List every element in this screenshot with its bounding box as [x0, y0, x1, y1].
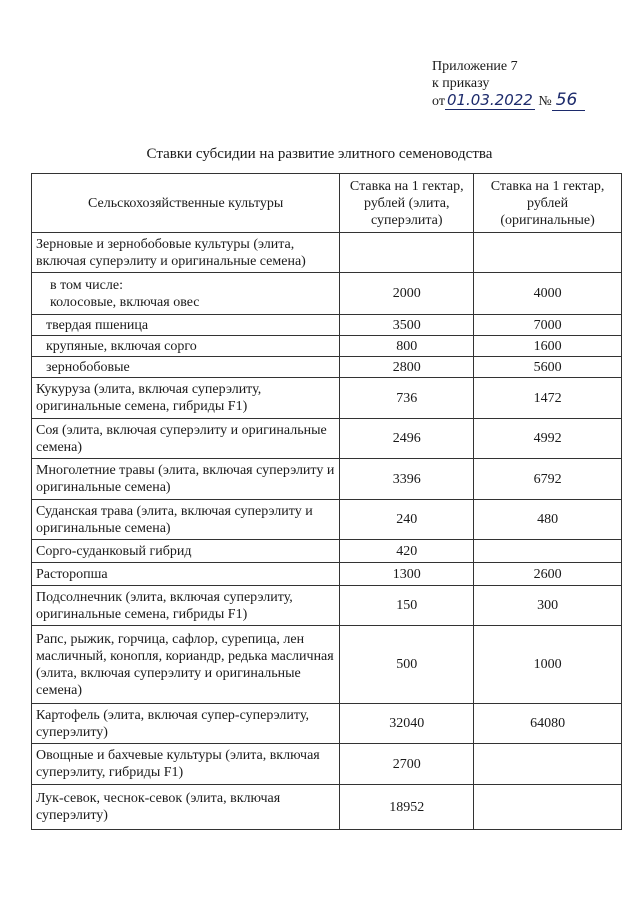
crop-name: Рапс, рыжик, горчица, сафлор, сурепица, лен масличный, конопля, кориандр, редька масличная (элита, включая суперэлиту и оригинальные семена): [32, 626, 340, 704]
elite-rate: 500: [340, 626, 474, 704]
crop-name: Кукуруза (элита, включая суперэлиту, оригинальные семена, гибриды F1): [32, 378, 340, 419]
elite-rate: 18952: [340, 785, 474, 830]
order-date-line: [432, 92, 585, 110]
crop-name-cell: [32, 273, 340, 315]
column-header-original-rate: Ставка на 1 гектар, рублей (оригинальные): [474, 174, 622, 233]
original-rate: 7000: [474, 315, 622, 336]
order-date: 01.03.2022: [446, 91, 533, 109]
original-rate: 4000: [474, 273, 622, 315]
crop-subgroup-intro: в том числе:: [50, 277, 123, 293]
original-rate: 1000: [474, 626, 622, 704]
table-row: [32, 500, 622, 540]
elite-rate: 2700: [340, 744, 474, 785]
table-row: [32, 459, 622, 500]
number-label: №: [538, 94, 552, 109]
page-title: Ставки субсидии на развитие элитного семеноводства: [146, 146, 493, 162]
crop-name: крупяные, включая сорго: [32, 336, 340, 357]
table-row: [32, 336, 622, 357]
original-rate: 5600: [474, 357, 622, 378]
original-rate: 6792: [474, 459, 622, 500]
crop-name: Расторопша: [32, 563, 340, 586]
table-row: [32, 586, 622, 626]
table-row: [32, 563, 622, 586]
crop-name: Многолетние травы (элита, включая суперэлиту и оригинальные семена): [32, 459, 340, 500]
column-header-crop: Сельскохозяйственные культуры: [32, 174, 340, 233]
original-rate: [474, 785, 622, 830]
elite-rate: 736: [340, 378, 474, 419]
original-rate: 4992: [474, 419, 622, 459]
elite-rate: [340, 233, 474, 273]
elite-rate: 2496: [340, 419, 474, 459]
table-row: [32, 233, 622, 273]
elite-rate: 800: [340, 336, 474, 357]
crop-name: Подсолнечник (элита, включая суперэлиту, оригинальные семена, гибриды F1): [32, 586, 340, 626]
elite-rate: 3500: [340, 315, 474, 336]
table-row: [32, 540, 622, 563]
elite-rate: 150: [340, 586, 474, 626]
table-row: [32, 704, 622, 744]
crop-name: Зерновые и зернобобовые культуры (элита, включая суперэлиту и оригинальные семена): [32, 233, 340, 273]
original-rate: 300: [474, 586, 622, 626]
crop-name: Суданская трава (элита, включая суперэлиту и оригинальные семена): [32, 500, 340, 540]
elite-rate: 240: [340, 500, 474, 540]
original-rate: [474, 540, 622, 563]
crop-name: зернобобовые: [32, 357, 340, 378]
table-row: [32, 744, 622, 785]
table-row: [32, 378, 622, 419]
crop-name: Сорго-суданковый гибрид: [32, 540, 340, 563]
original-rate: 1600: [474, 336, 622, 357]
original-rate: 1472: [474, 378, 622, 419]
elite-rate: 2000: [340, 273, 474, 315]
appendix-label: Приложение 7: [432, 59, 518, 74]
original-rate: [474, 744, 622, 785]
elite-rate: 32040: [340, 704, 474, 744]
order-label: к приказу: [432, 76, 490, 91]
table-row: [32, 785, 622, 830]
table-row: [32, 419, 622, 459]
table-header-row: [32, 174, 622, 233]
original-rate: 64080: [474, 704, 622, 744]
crop-name: твердая пшеница: [32, 315, 340, 336]
document-header: [432, 58, 585, 110]
crop-name: Лук-севок, чеснок-севок (элита, включая суперэлиту): [32, 785, 340, 830]
crop-name: Овощные и бахчевые культуры (элита, включая суперэлиту, гибриды F1): [32, 744, 340, 785]
order-number: 56: [552, 90, 586, 111]
table-row: [32, 273, 622, 315]
elite-rate: 3396: [340, 459, 474, 500]
crop-name: колосовые, включая овес: [50, 294, 200, 310]
column-header-elite-rate: Ставка на 1 гектар, рублей (элита, суперэлита): [340, 174, 474, 233]
elite-rate: 1300: [340, 563, 474, 586]
elite-rate: 420: [340, 540, 474, 563]
original-rate: 480: [474, 500, 622, 540]
subsidy-rates-table: [31, 173, 622, 830]
crop-name: Картофель (элита, включая супер-суперэлиту, суперэлиту): [32, 704, 340, 744]
elite-rate: 2800: [340, 357, 474, 378]
original-rate: [474, 233, 622, 273]
table-row: [32, 357, 622, 378]
table-row: [32, 315, 622, 336]
crop-name: Соя (элита, включая суперэлиту и оригинальные семена): [32, 419, 340, 459]
original-rate: 2600: [474, 563, 622, 586]
table-row: [32, 626, 622, 704]
from-label: от: [432, 94, 445, 109]
